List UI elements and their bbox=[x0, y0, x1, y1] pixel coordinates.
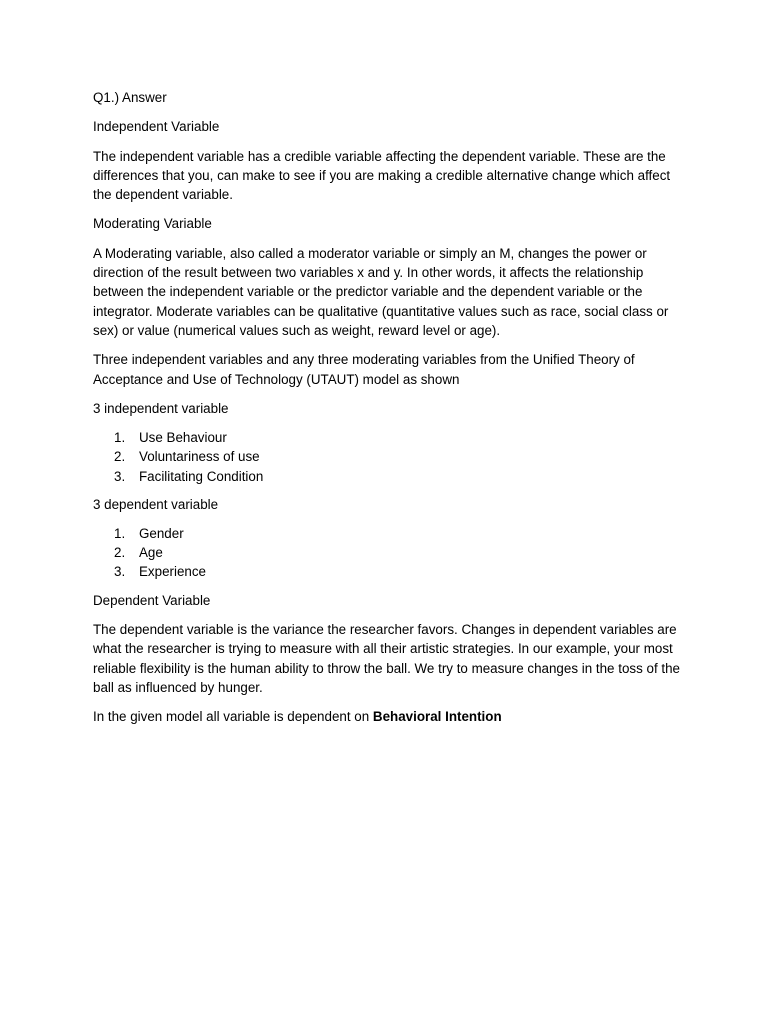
list-item bbox=[93, 524, 683, 543]
moderating-variable-heading: Moderating Variable bbox=[93, 216, 212, 232]
list-item bbox=[93, 467, 683, 486]
list-item-number: 2. bbox=[114, 449, 126, 465]
independent-list-heading: 3 independent variable bbox=[93, 400, 229, 416]
dependent-variable-heading: Dependent Variable bbox=[93, 592, 211, 608]
list-item-number: 3. bbox=[114, 564, 126, 580]
list-item-text: Experience bbox=[139, 564, 206, 580]
list-item-number: 1. bbox=[114, 430, 126, 446]
list-item bbox=[93, 543, 683, 562]
list-item-text: Use Behaviour bbox=[139, 430, 227, 446]
list-item-text: Gender bbox=[139, 526, 184, 542]
question-heading: Q1.) Answer bbox=[93, 90, 167, 105]
list-item-number: 2. bbox=[114, 545, 126, 561]
list-item bbox=[93, 428, 683, 447]
list-item-text: Facilitating Condition bbox=[139, 468, 264, 484]
conclusion-text: In the given model all variable is dependent on bbox=[93, 709, 373, 725]
independent-variable-list bbox=[93, 428, 683, 486]
moderating-variable-paragraph: A Moderating variable, also called a moderator variable or simply an M, changes the power or direction of the result between two variables x and y. In other words, it affects the relationship between the independent variable or the predictor variable and the dependent variable or the integrator. Moderate variables can be qualitative (quantitative values such as race, social class or sex) or value (numerical values such as weight, reward level or age). bbox=[93, 245, 669, 338]
utaut-intro-paragraph: Three independent variables and any three moderating variables from the Unified Theory of Acceptance and Use of Technology (UTAUT) model as shown bbox=[93, 352, 635, 387]
dependent-variable-paragraph: The dependent variable is the variance the researcher favors. Changes in dependent variables are what the researcher is trying to measure with all their artistic strategies. In our example, your most reliable flexibility is the human ability to throw the ball. We try to measure changes in the toss of the ball as influenced by hunger. bbox=[93, 621, 681, 695]
list-item-number: 1. bbox=[114, 526, 126, 542]
list-item-text: Voluntariness of use bbox=[139, 449, 260, 465]
dependent-variable-list bbox=[93, 524, 683, 582]
list-item-text: Age bbox=[139, 545, 163, 561]
independent-variable-heading: Independent Variable bbox=[93, 119, 220, 135]
dependent-list-heading: 3 dependent variable bbox=[93, 496, 219, 512]
document-page bbox=[93, 85, 683, 736]
independent-variable-paragraph: The independent variable has a credible variable affecting the dependent variable. These are the differences that you, can make to see if you are making a credible alternative change which affect the dependent variable. bbox=[93, 148, 671, 203]
list-item bbox=[93, 562, 683, 581]
list-item-number: 3. bbox=[114, 468, 126, 484]
conclusion-paragraph bbox=[93, 707, 683, 726]
behavioral-intention-emphasis: Behavioral Intention bbox=[372, 709, 502, 725]
list-item bbox=[93, 447, 683, 466]
